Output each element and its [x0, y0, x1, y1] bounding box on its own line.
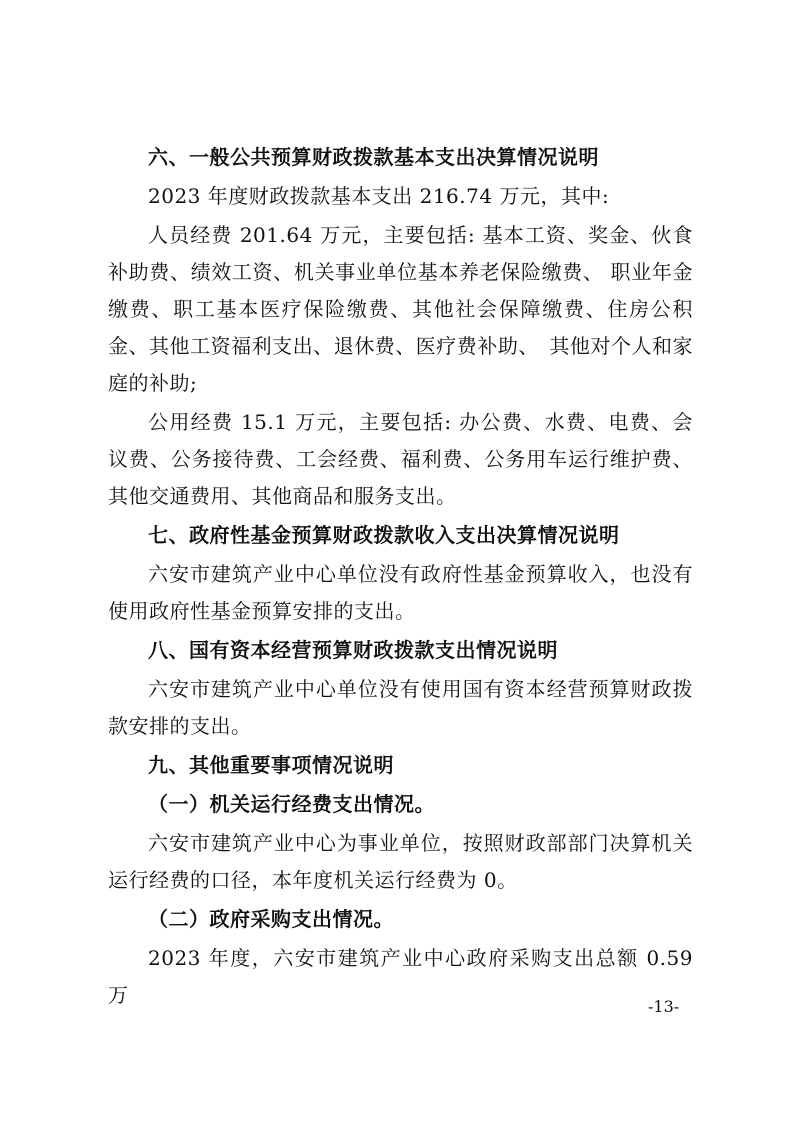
- section-9-subheading-1: （一）机关运行经费支出情况。: [148, 792, 435, 816]
- section-6-paragraph-1: 2023 年度财政拨款基本支出 216.74 万元，其中:: [148, 184, 610, 208]
- section-8-paragraph-1: 六安市建筑产业中心单位没有使用国有资本经营预算财政拨款安排的支出。: [108, 677, 693, 738]
- section-6-heading: 六、一般公共预算财政拨款基本支出决算情况说明: [148, 145, 599, 169]
- page-number: -13-: [648, 997, 680, 1016]
- section-7-heading: 七、政府性基金预算财政拨款收入支出决算情况说明: [148, 523, 620, 547]
- section-7-paragraph-1: 六安市建筑产业中心单位没有政府性基金预算收入，也没有使用政府性基金预算安排的支出。: [108, 562, 693, 623]
- section-9-subparagraph-2: 2023 年度，六安市建筑产业中心政府采购支出总额 0.59 万: [108, 946, 693, 1007]
- section-9-subparagraph-1: 六安市建筑产业中心为事业单位，按照财政部部门决算机关运行经费的口径，本年度机关运行经费为 0。: [108, 831, 693, 892]
- section-6-paragraph-3: 公用经费 15.1 万元，主要包括: 办公费、水费、电费、会议费、公务接待费、工会经费、福利费、公务用车运行维护费、其他交通费用、其他商品和服务支出。: [108, 410, 693, 508]
- page-content: [108, 139, 693, 1014]
- section-9-heading: 九、其他重要事项情况说明: [148, 753, 394, 777]
- section-6-paragraph-2: 人员经费 201.64 万元，主要包括: 基本工资、奖金、伙食补助费、绩效工资、机关事业单位基本养老保险缴费、 职业年金缴费、职工基本医疗保险缴费、其他社会保障缴费、住房公积金、其他工资福利支出、退休费、医疗费补助、 其他对个人和家庭的补助;: [108, 223, 693, 395]
- section-8-heading: 八、国有资本经营预算财政拨款支出情况说明: [148, 638, 558, 662]
- section-9-subheading-2: （二）政府采购支出情况。: [148, 907, 394, 931]
